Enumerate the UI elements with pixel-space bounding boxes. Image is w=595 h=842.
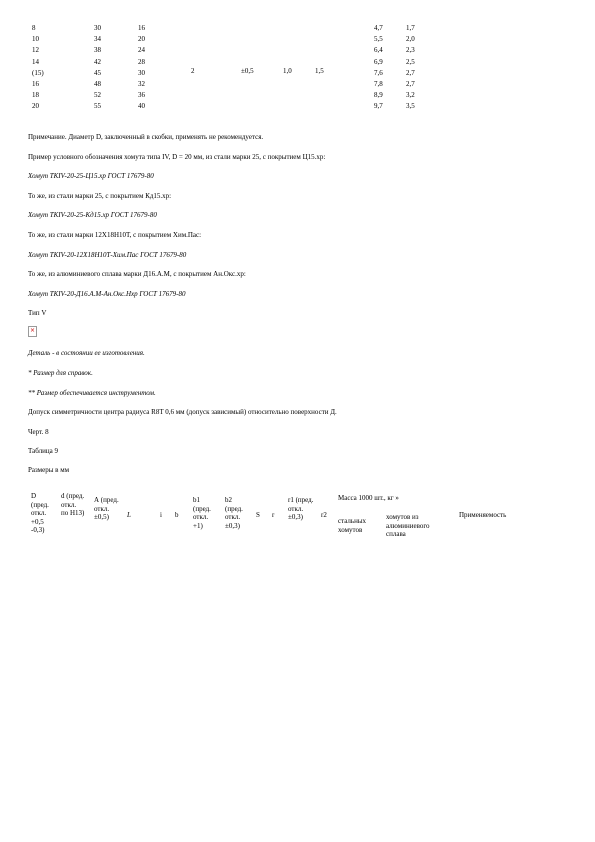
table-cell: 20 [138,35,145,44]
example-intro: Пример условного обозначения хомута типа IV, D = 20 мм, из стали марки 25, с покрытием Ц15.хр: [28,153,326,161]
same-text-2: То же, из стали марки 12Х18Н10Т, с покрытием Хим.Пас: [28,231,202,239]
table-cell: 3,2 [406,91,415,100]
header-i: i [160,511,162,519]
header-mass-al: хомутов из алюминиевого сплава [386,513,430,538]
table-cell: 16 [138,24,145,32]
table-cell: 7,6 [374,68,383,77]
table-cell: 30 [138,68,145,77]
merged-cell-3: 1,0 [283,67,292,75]
table-cell: (15) [32,68,44,77]
table-cell: 45 [94,68,101,77]
table-cell: 2,3 [406,46,415,55]
chart-label: Черт. 8 [28,428,49,436]
table-cell: 20 [32,102,39,111]
table-label: Таблица 9 [28,447,58,455]
broken-image-icon [28,326,37,337]
example-designation-3: Хомут ТКIV-20-12Х18Н10Т-Хим.Пас ГОСТ 17679-80 [28,251,187,259]
table-cell: 8 [32,24,36,32]
broken-image-glyph: × [30,327,36,334]
table-cell: 40 [138,102,145,111]
table-cell: 52 [94,91,101,100]
header-L: L [127,511,131,519]
example-designation-4: Хомут ТКIV-20-Д16.А.М-Ан.Окс.Нхр ГОСТ 17679-80 [28,290,186,298]
example-designation-2: Хомут ТКIV-20-25-Кд15.хр ГОСТ 17679-80 [28,211,157,219]
merged-cell-4: 1,5 [315,67,324,75]
table-cell: 7,8 [374,80,383,88]
table-cell: 6,9 [374,57,383,66]
table-cell: 10 [32,35,39,44]
table-cell: 14 [32,57,39,66]
header-mass: Масса 1000 шт., кг » [338,494,399,502]
table-cell: 42 [94,57,101,66]
header-b2: b2 (пред. откл. ±0,3) [225,496,243,530]
header-S: S [256,511,260,519]
same-text-1: То же, из стали марки 25, с покрытием Кд15.хр: [28,192,172,200]
note-text: Примечание. Диаметр D, заключенный в скобки, применять не рекомендуется. [28,133,264,141]
same-text-3: То же, из алюминиевого сплава марки Д16.А.М, с покрытием Ан.Окс.хр: [28,270,246,278]
table-cell: 36 [138,91,145,100]
detail-note: Деталь - в состоянии ее изготовления. [28,349,145,357]
table-cell: 18 [32,91,39,100]
table-cell: 30 [94,24,101,32]
table-cell: 55 [94,102,101,111]
table-cell: 2,0 [406,35,415,44]
table-cell: 32 [138,80,145,88]
header-r1: r1 (пред. откл. ±0,3) [288,496,314,521]
table-cell: 48 [94,80,101,88]
tolerance-note: Допуск симметричности центра радиуса R8T 0,6 мм (допуск зависимый) относительно поверхности Д. [28,408,337,416]
table-cell: 34 [94,35,101,44]
table-cell: 9,7 [374,102,383,111]
header-D: D (пред. откл. +0,5 -0,3) [31,492,49,534]
type-v-heading: Тип V [28,309,47,317]
footnote-1: * Размер для справок. [28,369,93,377]
table-cell: 2,5 [406,57,415,66]
header-b1: b1 (пред. откл. +1) [193,496,211,530]
table-cell: 16 [32,80,39,88]
header-applicability: Применяемость [459,511,507,519]
header-r: r [272,511,275,519]
table-cell: 5,5 [374,35,383,44]
table-cell: 2,7 [406,80,415,88]
units-label: Размеры в мм [28,466,70,474]
table-cell: 3,5 [406,102,415,111]
table-cell: 2,7 [406,68,415,77]
table-cell: 12 [32,46,39,55]
merged-cell-2: ±0,5 [241,67,254,75]
footnote-2: ** Размер обеспечивается инструментом. [28,389,156,397]
merged-cell-1: 2 [191,67,195,75]
header-r2: r2 [321,511,327,519]
header-b: b [175,511,179,519]
header-A: А (пред. откл. ±0,5) [94,496,119,521]
table-cell: 24 [138,46,145,55]
table-cell: 38 [94,46,101,55]
table-cell: 4,7 [374,24,383,32]
table-cell: 28 [138,57,145,66]
header-d: d (пред. откл. по Н13) [61,492,85,517]
example-designation-1: Хомут ТКIV-20-25-Ц15.хр ГОСТ 17679-80 [28,172,154,180]
table-cell: 6,4 [374,46,383,55]
table-cell: 8,9 [374,91,383,100]
header-mass-steel: стальных хомутов [338,517,367,534]
table-cell: 1,7 [406,24,415,32]
